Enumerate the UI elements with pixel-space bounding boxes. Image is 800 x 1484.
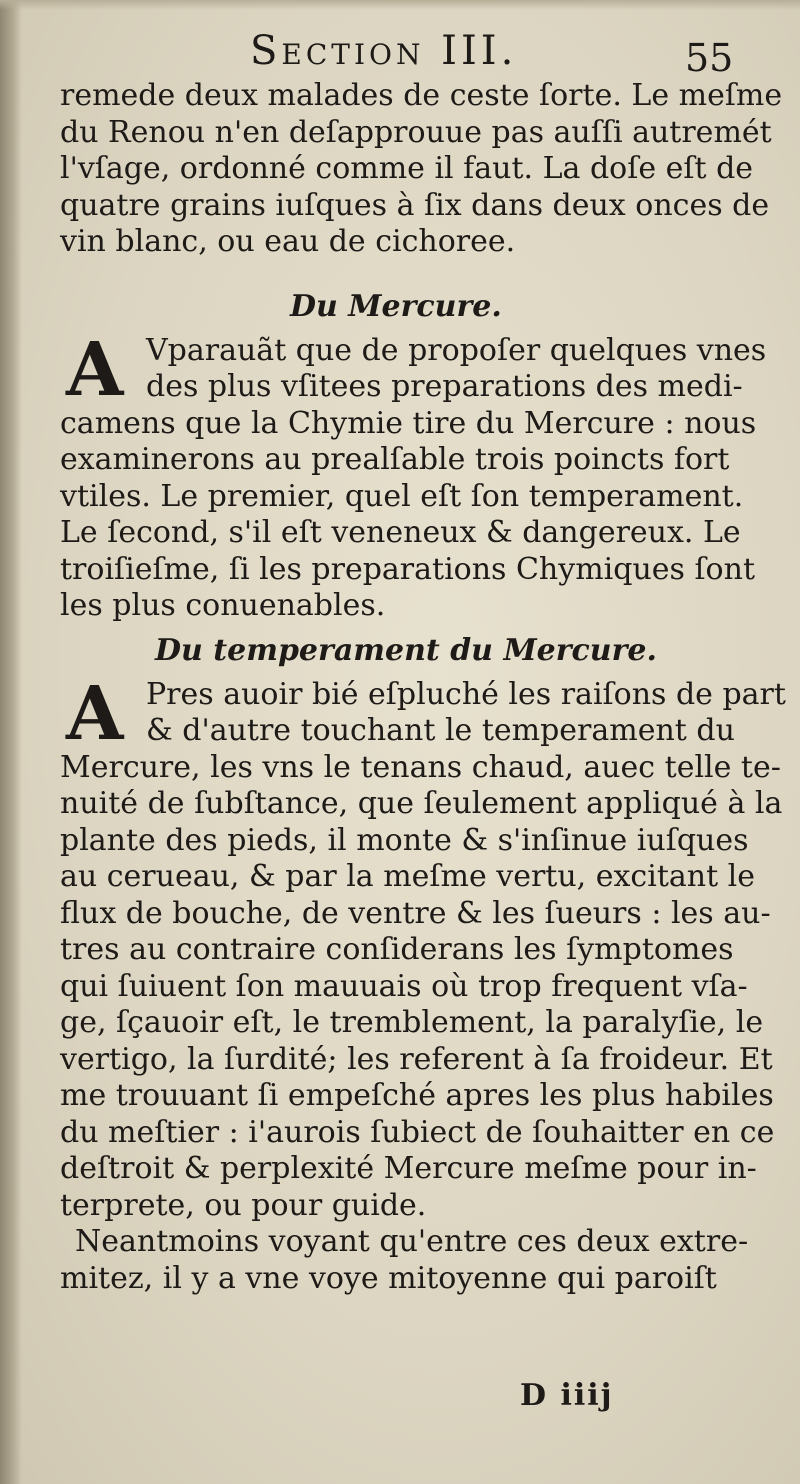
text-line: Neantmoins voyant qu'entre ces deux extre-: [75, 1224, 749, 1259]
text-line: du meſtier : i'aurois ſubiect de ſouhaitter en ce: [60, 1114, 775, 1150]
section-heading: Du Mercure.: [290, 288, 502, 324]
section-2-paragraph: [60, 670, 786, 1225]
text-line: Le ſecond, s'il eſt veneneux & dangereux. Le: [60, 515, 741, 550]
text-line: Mercure, les vns le tenans chaud, auec telle te-: [60, 749, 781, 785]
text-line: mitez, il y a vne voye mitoyenne qui paroiſt: [60, 1260, 717, 1296]
spacer: [60, 261, 780, 281]
signature-mark: D iiij: [520, 1378, 614, 1413]
text-line: & d'autre touchant le temperament du: [146, 713, 735, 748]
section-1-paragraph: [60, 326, 780, 625]
final-paragraph: [60, 1224, 780, 1297]
section-heading: Du temperament du Mercure.: [155, 632, 657, 668]
text-line: nuité de ſubſtance, que ſeulement appliqué à la: [60, 786, 783, 821]
drop-cap: A: [66, 670, 124, 757]
text-line: me trouuant ſi empeſché apres les plus habiles: [60, 1078, 774, 1113]
page-number: 55: [685, 36, 734, 80]
running-head: Section III.: [250, 28, 518, 74]
page-text: [60, 78, 786, 1297]
text-line: troiſieſme, ſi les preparations Chymiques ſont: [60, 551, 755, 587]
text-line: quatre grains iuſques à ſix dans deux onces de: [60, 187, 770, 223]
text-line: flux de bouche, de ventre & les ſueurs : les au-: [60, 895, 771, 931]
text-line: camens que la Chymie tire du Mercure : nous: [60, 405, 757, 441]
text-line: deſtroit & perplexité Mercure meſme pour in-: [60, 1151, 757, 1186]
text-line: tres au contraire conſiderans les ſymptomes: [60, 932, 734, 967]
text-line: Vparauãt que de propoſer quelques vnes: [146, 332, 767, 368]
text-line: ge, ſçauoir eſt, le tremblement, la paralyſie, le: [60, 1005, 764, 1040]
text-line: vin blanc, ou eau de cichoree.: [60, 224, 516, 259]
text-line: plante des pieds, il monte & s'inſinue iuſques: [60, 822, 749, 858]
text-line: vtiles. Le premier, quel eſt ſon temperament.: [60, 478, 744, 514]
text-line: terprete, ou pour guide.: [60, 1187, 427, 1223]
intro-paragraph: [60, 78, 783, 261]
text-line: l'vſage, ordonné comme il faut. La doſe eſt de: [60, 151, 754, 186]
text-line: remede deux malades de ceste ſorte. Le meſme: [60, 78, 783, 113]
text-line: les plus conuenables.: [60, 588, 386, 623]
text-line: vertigo, la ſurdité; les referent à ſa froideur. Et: [60, 1041, 773, 1077]
text-line: qui ſuiuent ſon mauuais où trop frequent vſa-: [60, 968, 748, 1004]
text-line: Pres auoir bié eſpluché les raiſons de part: [146, 676, 786, 712]
text-line: au cerueau, & par la meſme vertu, excitant le: [60, 859, 756, 894]
text-line: des plus vſitees preparations des medi-: [146, 369, 743, 404]
drop-cap: A: [66, 326, 124, 413]
text-line: du Renou n'en deſapprouue pas auſſi autremét: [60, 114, 772, 150]
text-line: examinerons au prealſable trois poincts fort: [60, 442, 730, 477]
